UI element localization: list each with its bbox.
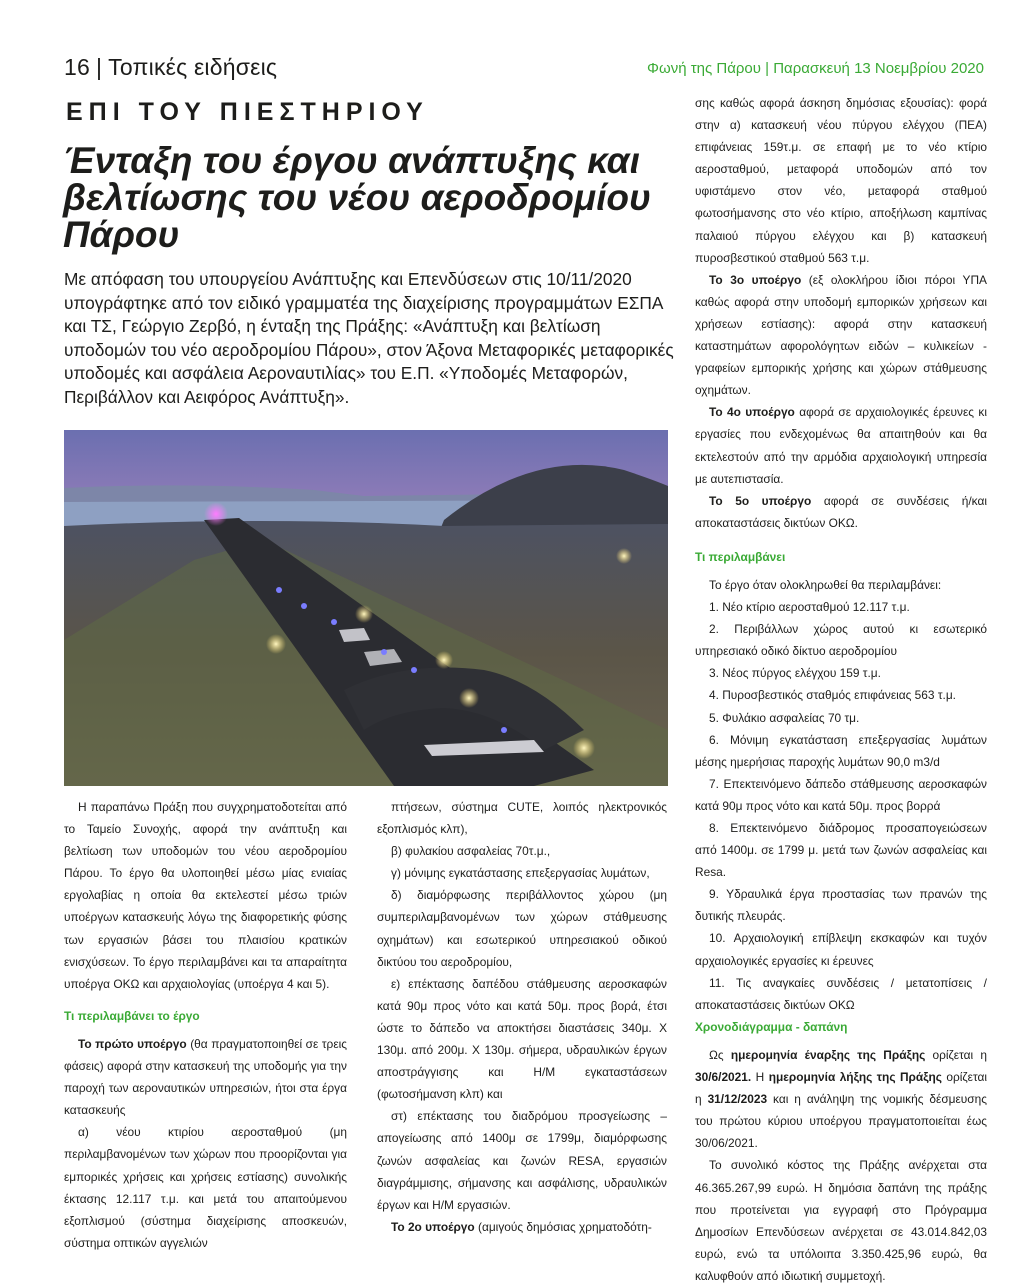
paragraph: Η παραπάνω Πράξη που συγχρηματοδοτείται από το Ταμείο Συνοχής, αφορά την ανάπτυξη και βελτίωση των υποδομών του νέου αεροδρομίου Πάρου. Το έργο θα υλοποιηθεί μέσω μίας ενιαίας εργολαβίας η οποία θα εκτελεστεί μέσω τριών υποέργων κατασκευής λόγω της διαφορετικής φύσης των εργασιών βάσει του πλαισίου κρατικών ενισχύσεων. Το έργο περιλαμβάνει και τα απαραίτητα υποέργα ΟΚΩ και αρχαιολογίας (υποέργα 4 και 5). (64, 800, 347, 991)
section-name: Τοπικές ειδήσεις (108, 54, 278, 80)
text: ορίζεται η (925, 1047, 987, 1062)
paragraph: Το έργο όταν ολοκληρωθεί θα περιλαμβάνει: (709, 577, 942, 592)
paragraph (695, 401, 987, 489)
paragraph: πτήσεων, σύστημα CUTE, λοιπός ηλεκτρονικός εξοπλισμός κλπ), (377, 800, 667, 837)
subheading: Χρονοδιάγραμμα - δαπάνη (695, 1019, 848, 1034)
list-item: 11. Τις αναγκαίες συνδέσεις / μετατοπίσεις / αποκαταστάσεις δικτύων ΟΚΩ (695, 975, 987, 1012)
paragraph-text: (εξ ολοκλήρου ίδιοι πόροι ΥΠΑ καθώς αφορά στην υποδομή εμπορικών χρήσεων και χρήσεων εστίασης): αφορά στην κατασκευή καταστημάτων αφορολόγητων ειδών – κυλικείων - γραφείων εμπορικής χρήσης και χώρων στάθμευσης οχημάτων. (695, 272, 987, 398)
publication-line: Φωνή της Πάρου | Παρασκευή 13 Νοεμβρίου 2020 (647, 60, 984, 77)
list-item: 1. Νέο κτίριο αεροσταθμού 12.117 τ.μ. (709, 600, 910, 615)
article-column-3 (695, 92, 987, 1287)
paragraph: δ) διαμόρφωσης περιβάλλοντος χώρου (μη συμπεριλαμβανομένων των χώρων στάθμευσης οχημάτων) και εσωτερικού υπηρεσιακού οδικού δικτύου του αεροδρομίου, (377, 888, 667, 969)
subheading: Τι περιλαμβάνει το έργο (64, 1008, 200, 1023)
paragraph: γ) μόνιμης εγκατάστασης επεξεργασίας λυμάτων, (391, 866, 650, 881)
list-item: 3. Νέος πύργος ελέγχου 159 τ.μ. (709, 666, 881, 681)
paragraph (695, 269, 987, 402)
article-column-2 (377, 796, 667, 1238)
text: Ως (709, 1047, 731, 1062)
bold-text: ημερομηνία λήξης της Πράξης (768, 1070, 942, 1085)
list-item: 8. Επεκτεινόμενο διάδρομος προσαπογειώσεων από 1400μ. σε 1799 μ. μετά των ζωνών ασφαλείας και Resa. (695, 821, 987, 880)
page-number: 16 (64, 54, 90, 80)
header-separator: | (95, 54, 103, 80)
bold-lead: Το πρώτο υποέργο (78, 1036, 187, 1051)
paragraph: ε) επέκτασης δαπέδου στάθμευσης αεροσκαφών κατά 90μ προς νότο και κατά 50μ. προς βορά, έτσι ώστε το δάπεδο να αποκτήσει διαστάσεις 340μ. Χ 130μ. από 200μ. Χ 130μ. σήμερα, υδραυλικών έργων αποστράγγισης και Η/Μ εγκαταστάσεων (φωτοσήμανση κλπ) και (377, 976, 667, 1102)
paragraph: Το συνολικό κόστος της Πράξης ανέρχεται στα 46.365.267,99 ευρώ. Η δημόσια δαπάνη της πράξης που προτείνεται για εγγραφή στο Πρόγραμμα Δημοσίων Επενδύσεων ανέρχεται σε 43.014.842,03 ευρώ, ενώ τα υπόλοιπα 3.350.425,96 ευρώ, θα καλυφθούν από ιδιωτική συμμετοχή. (695, 1158, 987, 1283)
text: και η ανάληψη της νομικής δέσμευσης του πρώτου κύριου υποέργου πραγματοποιείται έως 30/06/2021. (695, 1092, 987, 1151)
paragraph-text: αφορά σε συνδέσεις ή/και αποκαταστάσεις δικτύων ΟΚΩ. (695, 493, 987, 530)
list-item: 6. Μόνιμη εγκατάσταση επεξεργασίας λυμάτων μέσης ημερήσιας παροχής λυμάτων 90,0 m3/d (695, 732, 987, 769)
paragraph (64, 1033, 347, 1121)
airport-runway-photo (64, 430, 668, 786)
airport-runway-night-icon (64, 430, 668, 786)
paragraph (377, 1216, 667, 1238)
list-item: 5. Φυλάκιο ασφαλείας 70 τμ. (709, 710, 860, 725)
paragraph-text: αφορά σε αρχαιολογικές έρευνες κι εργασίες που ενδεχομένως θα απαιτηθούν και θα εκτελεστούν από την αρμόδια αρχαιολογική υπηρεσία με αυτεπιστασία. (695, 405, 987, 486)
bold-text: 30/6/2021. (695, 1070, 752, 1085)
article-column-1 (64, 796, 347, 1254)
paragraph-text: (αμιγούς δημόσιας χρηματοδότη- (474, 1219, 652, 1234)
list-item: 7. Επεκτεινόμενο δάπεδο στάθμευσης αεροσκαφών κατά 90μ προς νότο και κατά 50μ. προς βορρά (695, 776, 987, 813)
list-item: 4. Πυροσβεστικός σταθμός επιφάνειας 563 τ.μ. (709, 688, 956, 703)
article-kicker: ΕΠΙ ΤΟΥ ΠΙΕΣΤΗΡΙΟΥ (66, 98, 429, 126)
text: Η (751, 1070, 769, 1085)
paragraph (695, 490, 987, 534)
article-headline: Ένταξη του έργου ανάπτυξης και βελτίωσης του νέου αεροδρομίου Πάρου (63, 140, 651, 255)
paragraph: β) φυλακίου ασφαλείας 70τ.μ., (391, 844, 551, 859)
paragraph: α) νέου κτιρίου αεροσταθμού (μη περιλαμβανομένων των χώρων που προορίζονται για εμπορικές χρήσεις και χρήσεις εστίασης) συνολικής έκτασης 12.117 τ.μ. και μετά του απαιτούμενου εξοπλισμού (σύστημα διαχείρισης αποσκευών, σύστημα οπτικών αγγελιών (64, 1125, 347, 1250)
list-item: 10. Αρχαιολογική επίβλεψη εκσκαφών και τυχόν αρχαιολογικές εργασίες κι έρευνες (695, 931, 987, 968)
bold-text: ημερομηνία έναρξης της Πράξης (730, 1047, 926, 1062)
paragraph: στ) επέκτασης του διαδρόμου προσγείωσης – απογείωσης από 1400μ σε 1799μ, διαμόρφωσης ζωνών ασφαλείας και ζωνών RESA, εργασιών διαγράμμισης, σήμανσης και ασφάλισης, υδραυλικών έργων και Η/Μ εργασιών. (377, 1109, 667, 1212)
bold-lead: Το 3ο υποέργο (709, 272, 802, 287)
page-header (64, 54, 277, 81)
bold-lead: Το 2ο υποέργο (391, 1219, 475, 1234)
subheading: Τι περιλαμβάνει (695, 549, 786, 564)
bold-lead: Το 5ο υποέργο (709, 493, 812, 508)
paragraph: σης καθώς αφορά άσκηση δημόσιας εξουσίας): φορά στην α) κατασκευή νέου πύργου ελέγχου (ΠΕΑ) επιφάνειας 159τ.μ. σε επαφή με το νέο κτίριο αεροσταθμού, μεταφορά υποδομών από τον υφιστάμενο στον νέο, μεταφορά σταθμού φωτοσήμανσης στο νέο κτίριο, αποξήλωση καμπίνας παλαιού πύργου ελέγχου και β) κατασκευή πυροσβεστικού σταθμού 563 τ.μ. (695, 96, 987, 265)
list-item: 2. Περιβάλλων χώρος αυτού κι εσωτερικό υπηρεσιακό οδικό δίκτυο αεροδρομίου (695, 622, 987, 659)
article-lede: Με απόφαση του υπουργείου Ανάπτυξης και Επενδύσεων στις 10/11/2020 υπογράφτηκε από τον ειδικό γραμματέα της διαχείρισης προγραμμάτων ΕΣΠΑ και ΤΣ, Γεώργιο Ζερβό, η ένταξη της Πράξης: «Ανάπτυξη και βελτίωση υποδομών του νέο αεροδρομίου Πάρου», στον Άξονα Μεταφορικές μεταφορικές υποδομές και ασφάλεια Αεροναυτιλίας» του Ε.Π. «Υποδομές Μεταφορών, Περιβάλλον και Αειφόρος Ανάπτυξη». (64, 269, 674, 407)
bold-text: 31/12/2023 (707, 1092, 768, 1107)
paragraph-text: (θα πραγματοποιηθεί σε τρεις φάσεις) αφορά στην κατασκευή της υποδομής για την παροχή των αεροναυτικών υπηρεσιών, ήτοι στα έργα κατασκευής (64, 1036, 347, 1118)
list-item: 9. Υδραυλικά έργα προστασίας των πρανών της δυτικής πλευράς. (695, 887, 987, 924)
paragraph (695, 1044, 987, 1154)
bold-lead: Το 4ο υποέργο (709, 405, 795, 420)
text: ορίζεται η (695, 1070, 988, 1107)
